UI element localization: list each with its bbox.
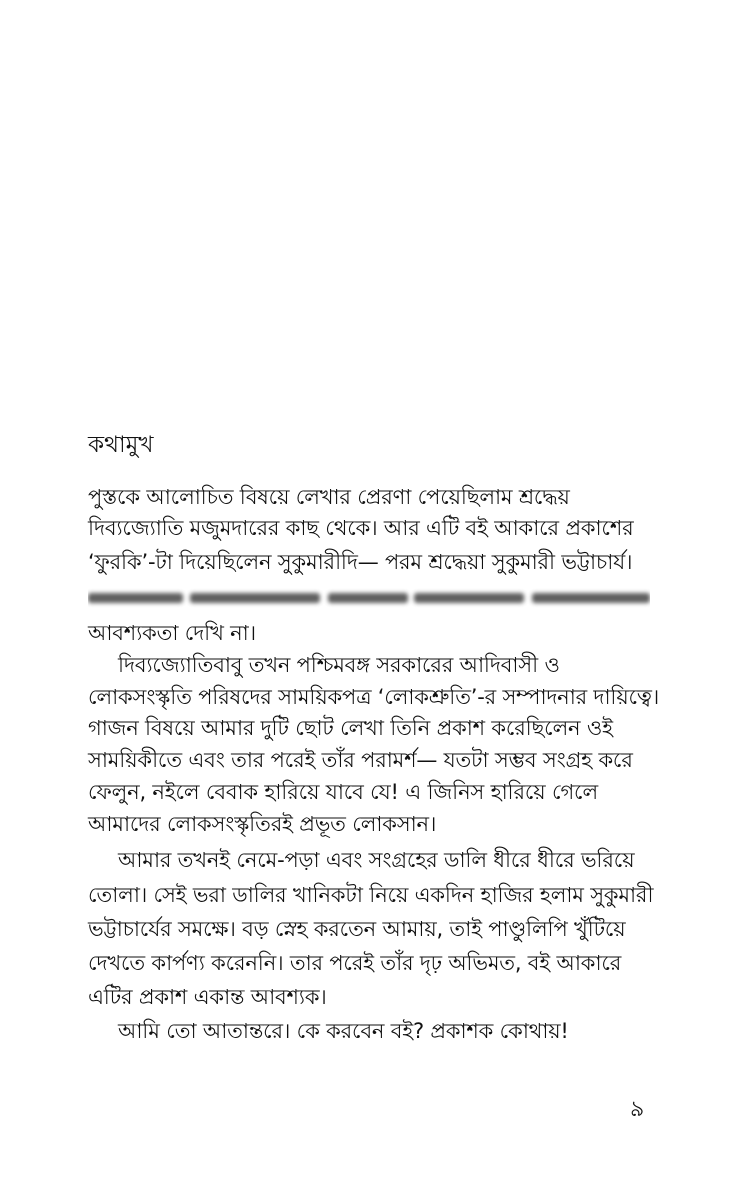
- text-line: গাজন বিষয়ে আমার দুটি ছোট লেখা তিনি প্রকাশ করেছিলেন ওই: [88, 716, 613, 740]
- text-line: আমি তো আতান্তরে। কে করবেন বই? প্রকাশক কোথায়!: [118, 1019, 569, 1043]
- text-line: তোলা। সেই ভরা ডালির খানিকটা নিয়ে একদিন হাজির হলাম সুকুমারী: [88, 883, 654, 907]
- text-line: ফেলুন, নইলে বেবাক হারিয়ে যাবে যে! এ জিনিস হারিয়ে গেলে: [88, 780, 598, 804]
- text-line: আমাদের লোকসংস্কৃতিরই প্রভূত লোকসান।: [88, 812, 437, 836]
- text-line: দেখতে কার্পণ্য করেননি। তার পরেই তাঁর দৃঢ় অভিমত, বই আকারে: [88, 951, 622, 975]
- text-line: সাময়িকীতে এবং তার পরেই তাঁর পরামর্শ— যতটা সম্ভব সংগ্রহ করে: [88, 748, 633, 772]
- text-line: ‘ফুরকি’-টা দিয়েছিলেন সুকুমারীদি— পরম শ্রদ্ধেয়া সুকুমারী ভট্টাচার্য।: [88, 550, 633, 574]
- text-line: পুস্তকে আলোচিত বিষয়ে লেখার প্রেরণা পেয়েছিলাম শ্রদ্ধেয়: [88, 485, 570, 509]
- text-line: আমার তখনই নেমে-পড়া এবং সংগ্রহের ডালি ধীরে ধীরে ভরিয়ে: [118, 848, 635, 872]
- text-line: এটির প্রকাশ একান্ত আবশ্যক।: [88, 985, 327, 1009]
- text-line: দিব্যজ্যোতি মজুমদারের কাছ থেকে। আর এটি বই আকারে প্রকাশের: [88, 516, 634, 540]
- text-line: লোকসংস্কৃতি পরিষদের সাময়িকপত্র ‘লোকশ্রুতি’-র সম্পাদনার দায়িত্বে।: [88, 685, 660, 709]
- page-number: ৯: [630, 1097, 645, 1122]
- text-line: দিব্যজ্যোতিবাবু তখন পশ্চিমবঙ্গ সরকারের আদিবাসী ও: [118, 653, 560, 677]
- text-line: আবশ্যকতা দেখি না।: [88, 621, 256, 645]
- redacted-line: [88, 583, 650, 611]
- text-line: ভট্টাচার্যের সমক্ষে। বড় স্নেহ করতেন আমায়, তাই পাণ্ডুলিপি খুঁটিয়ে: [88, 917, 626, 941]
- section-heading: কথামুখ: [88, 432, 154, 458]
